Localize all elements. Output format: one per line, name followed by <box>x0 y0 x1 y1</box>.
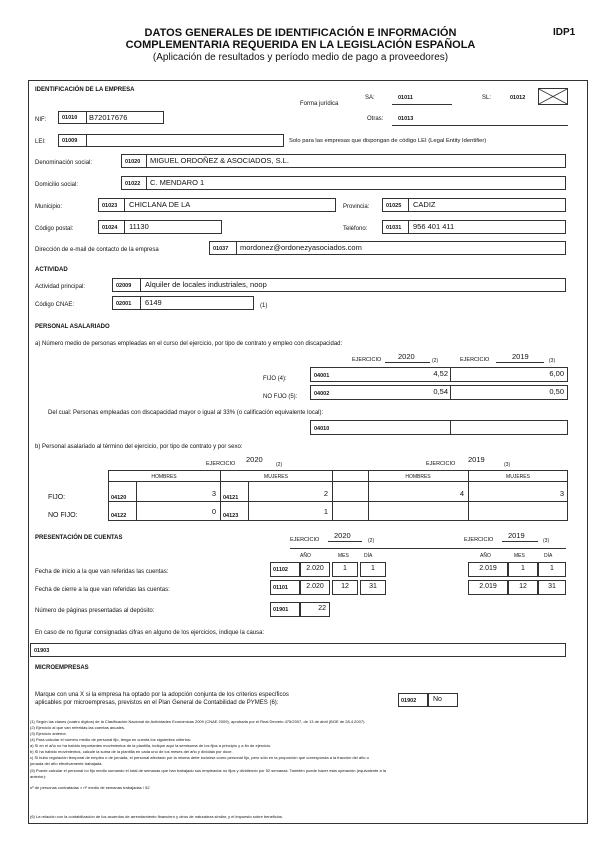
cross-mark-icon <box>539 89 567 104</box>
domicilio-label: Domicilio social: <box>35 182 79 188</box>
ejercicio-c-prev-year: 2019 <box>508 531 525 540</box>
hombres-header-current: HOMBRES <box>151 474 177 480</box>
email-value: mordonez@ordonezyasociados.com <box>240 243 362 252</box>
cierre-dia-prev[interactable]: 31 <box>538 580 566 595</box>
nif-label: NIF: <box>35 117 47 123</box>
actividad-principal-field[interactable] <box>112 278 566 292</box>
actividad-principal-label: Actividad principal: <box>35 284 86 290</box>
ano-header-prev: AÑO <box>480 553 491 559</box>
nofijo-a-prev: 0,50 <box>549 387 564 396</box>
ejercicio-a-prev-year: 2019 <box>512 352 529 361</box>
ano-header-current: AÑO <box>300 553 311 559</box>
denominacion-code: 01020 <box>125 159 141 165</box>
hombres-header-prev: HOMBRES <box>405 474 431 480</box>
cnae-value: 6149 <box>145 298 162 307</box>
fijo-m-current[interactable]: 2 <box>323 489 328 498</box>
telefono-field[interactable] <box>382 220 566 234</box>
inicio-dia-current[interactable]: 1 <box>360 562 386 577</box>
section-identificacion: IDENTIFICACIÓN DE LA EMPRESA <box>35 87 135 93</box>
paginas-value[interactable]: 22 <box>300 602 330 617</box>
nofijo-m-code: 04123 <box>223 513 239 519</box>
mes-header-current: MES <box>338 553 349 559</box>
denominacion-field[interactable] <box>121 154 566 168</box>
footnote-4b: b) Si ha habido movimientos, calcule la suma de la plantilla en cada uno de los meses del año y divídala por doce. <box>30 749 233 754</box>
section-actividad: ACTIVIDAD <box>35 267 68 273</box>
cierre-label: Fecha de cierre a la que van referidas las cuentas: <box>35 587 170 593</box>
denominacion-label: Denominación social: <box>35 160 93 166</box>
fijo-m-prev[interactable]: 3 <box>559 489 564 498</box>
email-code: 01037 <box>213 246 229 252</box>
ejercicio-a-prev-label: EJERCICIO <box>460 357 490 363</box>
subtitle: (Aplicación de resultados y período medio de pago a proveedores) <box>152 52 449 63</box>
ejercicio-a-current-note: (2) <box>432 358 439 364</box>
mes-header-prev: MES <box>514 553 525 559</box>
cierre-dia-current[interactable]: 31 <box>360 580 386 595</box>
provincia-code: 01025 <box>386 203 402 209</box>
fijo-a-label: FIJO (4): <box>263 376 287 382</box>
dia-header-current: DÍA <box>364 553 373 559</box>
lei-code: 01009 <box>62 138 78 144</box>
footnote-5: (5) Puede calcular el personal no fijo medio sumando el total de semanas que han trabajado sus empleados no fijos y dividiendo por 52 semanas. También puede hacer esta operación (equivalente a la <box>30 768 386 773</box>
ejercicio-a-prev-note: (3) <box>549 358 556 364</box>
inicio-dia-prev[interactable]: 1 <box>538 562 566 577</box>
lei-label: LEI: <box>35 139 46 145</box>
fijo-a-row[interactable] <box>310 367 568 382</box>
cp-label: Código postal: <box>35 226 74 232</box>
cierre-ano-prev[interactable]: 2.019 <box>468 580 508 595</box>
ejercicio-c-prev-label: EJERCICIO <box>464 537 494 543</box>
fijo-a-current: 4,52 <box>433 369 448 378</box>
micro-code: 01902 <box>401 698 417 704</box>
footnote-2: (2) Ejercicio al que van referidas las cuentas anuales. <box>30 725 125 730</box>
provincia-label: Provincia: <box>343 204 370 210</box>
ejercicio-c-current-note: (2) <box>368 538 375 544</box>
footnote-4a: a) Si en el año no ha habido importantes movimientos de la plantilla, indique aquí la semisuma de los fijos a principio y a fin de ejercicio. <box>30 743 272 748</box>
denominacion-value: MIGUEL ORDOÑEZ & ASOCIADOS, S.L. <box>150 156 289 165</box>
micro-code-cell <box>398 693 428 707</box>
provincia-value: CADIZ <box>413 200 436 209</box>
footnote-4: (4) Para calcular el número medio de personal fijo, tenga en cuenta los siguientes criterios: <box>30 737 191 742</box>
cierre-ano-current[interactable]: 2.020 <box>300 580 330 595</box>
provincia-field[interactable] <box>382 198 566 212</box>
otras-label: Otras: <box>367 116 384 122</box>
cierre-mes-current[interactable]: 12 <box>332 580 358 595</box>
ejercicio-c-prev-note: (3) <box>543 538 550 544</box>
telefono-code: 01031 <box>386 225 402 231</box>
otras-code: 01013 <box>398 116 414 122</box>
ejercicio-b-current-note: (2) <box>276 462 283 468</box>
cifras-code: 01903 <box>34 648 50 654</box>
footnote-6: (6) La relación con la contabilización de los acuerdos de arrendamiento financiero y otros de naturaleza similar, y el impuesto sobre beneficios. <box>30 814 284 819</box>
email-field[interactable] <box>209 241 566 255</box>
footnote-1: (1) Según las clases (cuatro dígitos) de la Clasificación Nacional de Actividades Económicas 2009 (CNAE 2009), aprobada por el Real Decreto 475/2007, de 13 de abril (BOE de 28.4.2007). <box>30 719 366 724</box>
domicilio-field[interactable] <box>121 176 566 190</box>
discapacidad-code: 04010 <box>314 426 330 432</box>
nofijo-m-current[interactable]: 1 <box>323 507 328 516</box>
ejercicio-a-current-label: EJERCICIO <box>352 357 382 363</box>
micro-text-1: Marque con una X si la empresa ha optado por la adopción conjunta de los criterios específicos <box>35 692 289 698</box>
section-microempresas: MICROEMPRESAS <box>35 665 89 671</box>
domicilio-value: C. MENDARO 1 <box>150 178 205 187</box>
inicio-code: 01102 <box>273 567 288 573</box>
cp-code: 01024 <box>102 225 118 231</box>
title-line-1: DATOS GENERALES DE IDENTIFICACIÓN E INFORMACIÓN <box>144 27 457 39</box>
nofijo-b-label: NO FIJO: <box>48 512 78 519</box>
ejercicio-c-current-label: EJERCICIO <box>290 537 320 543</box>
form-id: IDP1 <box>553 27 576 38</box>
section-cuentas: PRESENTACIÓN DE CUENTAS <box>35 535 123 541</box>
sl-checkbox[interactable] <box>538 88 568 105</box>
fijo-m-code: 04121 <box>223 495 239 501</box>
dia-header-prev: DÍA <box>544 553 553 559</box>
footnote-5-formula: nº de personas contratadas × nº medio de semanas trabajadas / 52 <box>30 785 150 790</box>
nofijo-a-label: NO FIJO (5): <box>263 394 298 400</box>
micro-value[interactable]: No <box>428 693 458 707</box>
ejercicio-b-current-year: 2020 <box>246 455 263 464</box>
fijo-a-code: 04001 <box>314 373 330 379</box>
form-frame <box>28 80 588 824</box>
section-personal: PERSONAL ASALARIADO <box>35 324 110 330</box>
footnote-4c-cont: jornada del año efectivamente trabajada. <box>30 761 103 766</box>
ejercicio-b-current-label: EJERCICIO <box>206 461 236 467</box>
ejercicio-a-current-year: 2020 <box>398 352 415 361</box>
nif-code: 01010 <box>62 115 78 121</box>
paginas-code: 01901 <box>273 607 289 613</box>
cierre-code-cell <box>270 580 300 595</box>
nofijo-h-current[interactable]: 0 <box>211 507 216 516</box>
fijo-h-code: 04120 <box>111 495 127 501</box>
municipio-field[interactable] <box>98 198 336 212</box>
sl-code: 01012 <box>510 95 526 101</box>
fijo-b-label: FIJO: <box>48 494 66 501</box>
forma-juridica-label: Forma jurídica <box>300 101 339 107</box>
ejercicio-b-prev-label: EJERCICIO <box>426 461 456 467</box>
cp-value: 11130 <box>129 222 149 231</box>
email-label: Dirección de e-mail de contacto de la empresa <box>35 247 159 253</box>
actividad-principal-code: 02009 <box>116 283 132 289</box>
lei-note: Solo para las empresas que dispongan de código LEI (Legal Entity Identifier) <box>289 138 487 144</box>
cnae-field[interactable] <box>112 296 254 310</box>
personal-a-text: a) Número medio de personas empleadas en el curso del ejercicio, por tipo de contrato y empleo con discapacidad: <box>35 341 343 347</box>
footnote-3: (3) Ejercicio anterior. <box>30 731 67 736</box>
fijo-a-prev: 6,00 <box>549 369 564 378</box>
cierre-mes-prev[interactable]: 12 <box>508 580 538 595</box>
domicilio-code: 01022 <box>125 181 141 187</box>
sa-label: SA: <box>365 95 375 101</box>
ejercicio-c-current-year: 2020 <box>334 531 351 540</box>
cnae-code: 02001 <box>116 301 132 307</box>
ejercicio-b-prev-note: (3) <box>504 462 511 468</box>
actividad-principal-value: Alquiler de locales industriales, noop <box>145 280 267 289</box>
fijo-h-prev[interactable]: 4 <box>459 489 464 498</box>
paginas-label: Número de páginas presentadas al depósito: <box>35 608 155 614</box>
ejercicio-b-prev-year: 2019 <box>468 455 485 464</box>
telefono-label: Teléfono: <box>343 226 368 232</box>
mujeres-header-current: MUJERES <box>264 474 288 480</box>
fijo-h-current[interactable]: 3 <box>211 489 216 498</box>
paginas-code-cell <box>270 602 300 617</box>
municipio-value: CHICLANA DE LA <box>129 200 191 209</box>
cifras-field[interactable] <box>30 643 566 657</box>
discapacidad-text: Del cual: Personas empleadas con discapacidad mayor o igual al 33% (o calificación equivalente local): <box>48 410 324 416</box>
lei-field[interactable] <box>58 134 284 147</box>
inicio-ano-current[interactable]: 2.020 <box>300 562 330 577</box>
nofijo-h-code: 04122 <box>111 513 127 519</box>
micro-text-2: aplicables por microempresas, previstos en el Plan General de Contabilidad de PYMES (6): <box>35 700 279 706</box>
cifras-text: En caso de no figurar consignadas cifras en alguno de los ejercicios, indique la causa: <box>35 630 265 636</box>
cnae-note: (1) <box>260 303 268 309</box>
title-line-2: COMPLEMENTARIA REQUERIDA EN LA LEGISLACIÓN ESPAÑOLA <box>125 39 476 51</box>
inicio-ano-prev[interactable]: 2.019 <box>468 562 508 577</box>
discapacidad-row[interactable] <box>310 420 568 435</box>
personal-b-text: b) Personal asalariado al término del ejercicio, por tipo de contrato y por sexo: <box>35 444 243 450</box>
inicio-code-cell <box>270 562 300 577</box>
footnote-5-cont: anterior): <box>30 774 47 779</box>
mujeres-header-prev: MUJERES <box>506 474 530 480</box>
inicio-mes-current[interactable]: 1 <box>332 562 358 577</box>
sl-label: SL: <box>482 95 492 101</box>
inicio-mes-prev[interactable]: 1 <box>508 562 538 577</box>
telefono-value: 956 401 411 <box>413 222 455 231</box>
sa-code: 01011 <box>398 95 413 101</box>
nofijo-a-row[interactable] <box>310 385 568 400</box>
nofijo-a-current: 0,54 <box>433 387 448 396</box>
inicio-label: Fecha de inicio a la que van referidas las cuentas: <box>35 569 169 575</box>
nif-value: B72017676 <box>89 113 128 122</box>
cp-field[interactable] <box>98 220 222 234</box>
municipio-label: Municipio: <box>35 204 63 210</box>
nif-field[interactable] <box>58 111 164 124</box>
footnote-4c: c) Si hubo regulación temporal de empleo o de jornada, el personal afectado por la misma debe incluirse como personal fijo, pero sólo en la proporción que corresponda a la fracción del año o <box>30 755 369 760</box>
nofijo-a-code: 04002 <box>314 391 330 397</box>
cnae-label: Código CNAE: <box>35 302 75 308</box>
municipio-code: 01023 <box>102 203 118 209</box>
cierre-code: 01101 <box>273 585 288 591</box>
